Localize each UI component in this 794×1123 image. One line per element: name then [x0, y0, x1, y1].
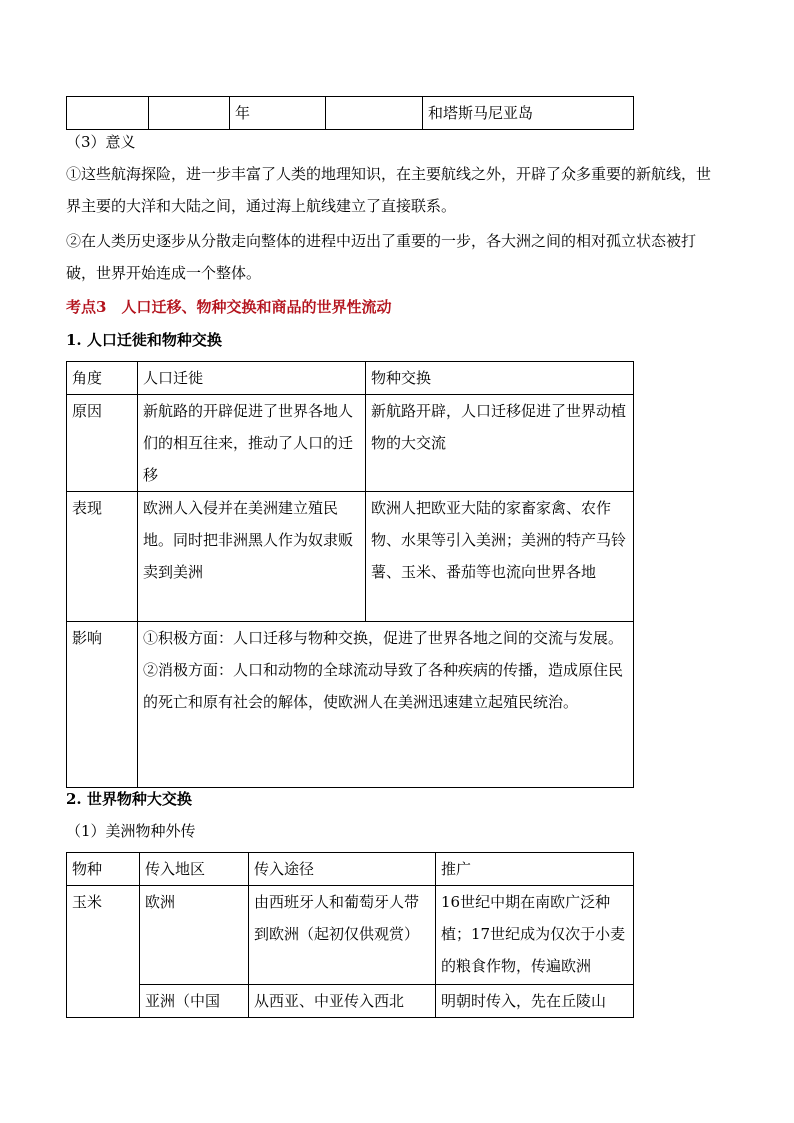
- table-cell: 和塔斯马尼亚岛: [423, 97, 634, 130]
- impact-cell: [138, 622, 634, 788]
- cause-exchange: 新航路开辟，人口迁移促进了世界动植物的大交流: [366, 395, 634, 492]
- row-label-impact: 影响: [67, 622, 138, 788]
- header-spread: 推广: [436, 853, 634, 886]
- region-asia: 亚洲（中国: [140, 985, 249, 1018]
- kaodian-3-title: 考点3 人口迁移、物种交换和商品的世界性流动: [66, 298, 392, 316]
- route-europe: 由西班牙人和葡萄牙人带到欧洲（起初仅供观赏）: [249, 886, 436, 985]
- impact-negative: ②消极方面：人口和动物的全球流动导致了各种疾病的传播，造成原住民的死亡和原有社会的解体，使欧洲人在美洲迅速建立起殖民统治。: [143, 661, 624, 711]
- significance-heading: （3）意义: [66, 133, 136, 151]
- table-cell: [326, 97, 423, 130]
- spread-europe: 16世纪中期在南欧广泛种植；17世纪成为仅次于小麦的粮食作物，传遍欧洲: [436, 886, 634, 985]
- region-europe: 欧洲: [140, 886, 249, 985]
- significance-point-1: ①这些航海探险，进一步丰富了人类的地理知识，在主要航线之外，开辟了众多重要的新航线，世界主要的大洋和大陆之间，通过海上航线建立了直接联系。: [66, 165, 712, 215]
- manifestation-exchange: 欧洲人把欧亚大陆的家畜家禽、农作物、水果等引入美洲；美洲的特产马铃薯、玉米、番茄等也流向世界各地: [366, 492, 634, 622]
- section-2-title: 2. 世界物种大交换: [66, 790, 192, 808]
- voyage-table-continuation: [66, 96, 634, 130]
- header-migration: 人口迁徙: [138, 362, 366, 395]
- section-2-subtitle: （1）美洲物种外传: [66, 822, 196, 840]
- row-label-cause: 原因: [67, 395, 138, 492]
- table-cell: [67, 97, 149, 130]
- manifestation-migration: 欧洲人入侵并在美洲建立殖民地。同时把非洲黑人作为奴隶贩卖到美洲: [138, 492, 366, 622]
- header-angle: 角度: [67, 362, 138, 395]
- route-asia: 从西亚、中亚传入西北: [249, 985, 436, 1018]
- species-corn: 玉米: [67, 886, 140, 1018]
- migration-exchange-table: [66, 361, 634, 788]
- significance-point-2: ②在人类历史逐步从分散走向整体的进程中迈出了重要的一步，各大洲之间的相对孤立状态被打破，世界开始连成一个整体。: [66, 232, 697, 282]
- row-label-manifestation: 表现: [67, 492, 138, 622]
- spread-asia: 明朝时传入，先在丘陵山: [436, 985, 634, 1018]
- cause-migration: 新航路的开辟促进了世界各地人们的相互往来，推动了人口的迁移: [138, 395, 366, 492]
- section-1-title: 1. 人口迁徙和物种交换: [66, 331, 222, 349]
- header-species: 物种: [67, 853, 140, 886]
- header-region: 传入地区: [140, 853, 249, 886]
- header-exchange: 物种交换: [366, 362, 634, 395]
- table-cell: 年: [230, 97, 326, 130]
- header-route: 传入途径: [249, 853, 436, 886]
- species-spread-table: [66, 852, 634, 1018]
- impact-positive: ①积极方面：人口迁移与物种交换，促进了世界各地之间的交流与发展。: [143, 629, 624, 647]
- table-cell: [149, 97, 230, 130]
